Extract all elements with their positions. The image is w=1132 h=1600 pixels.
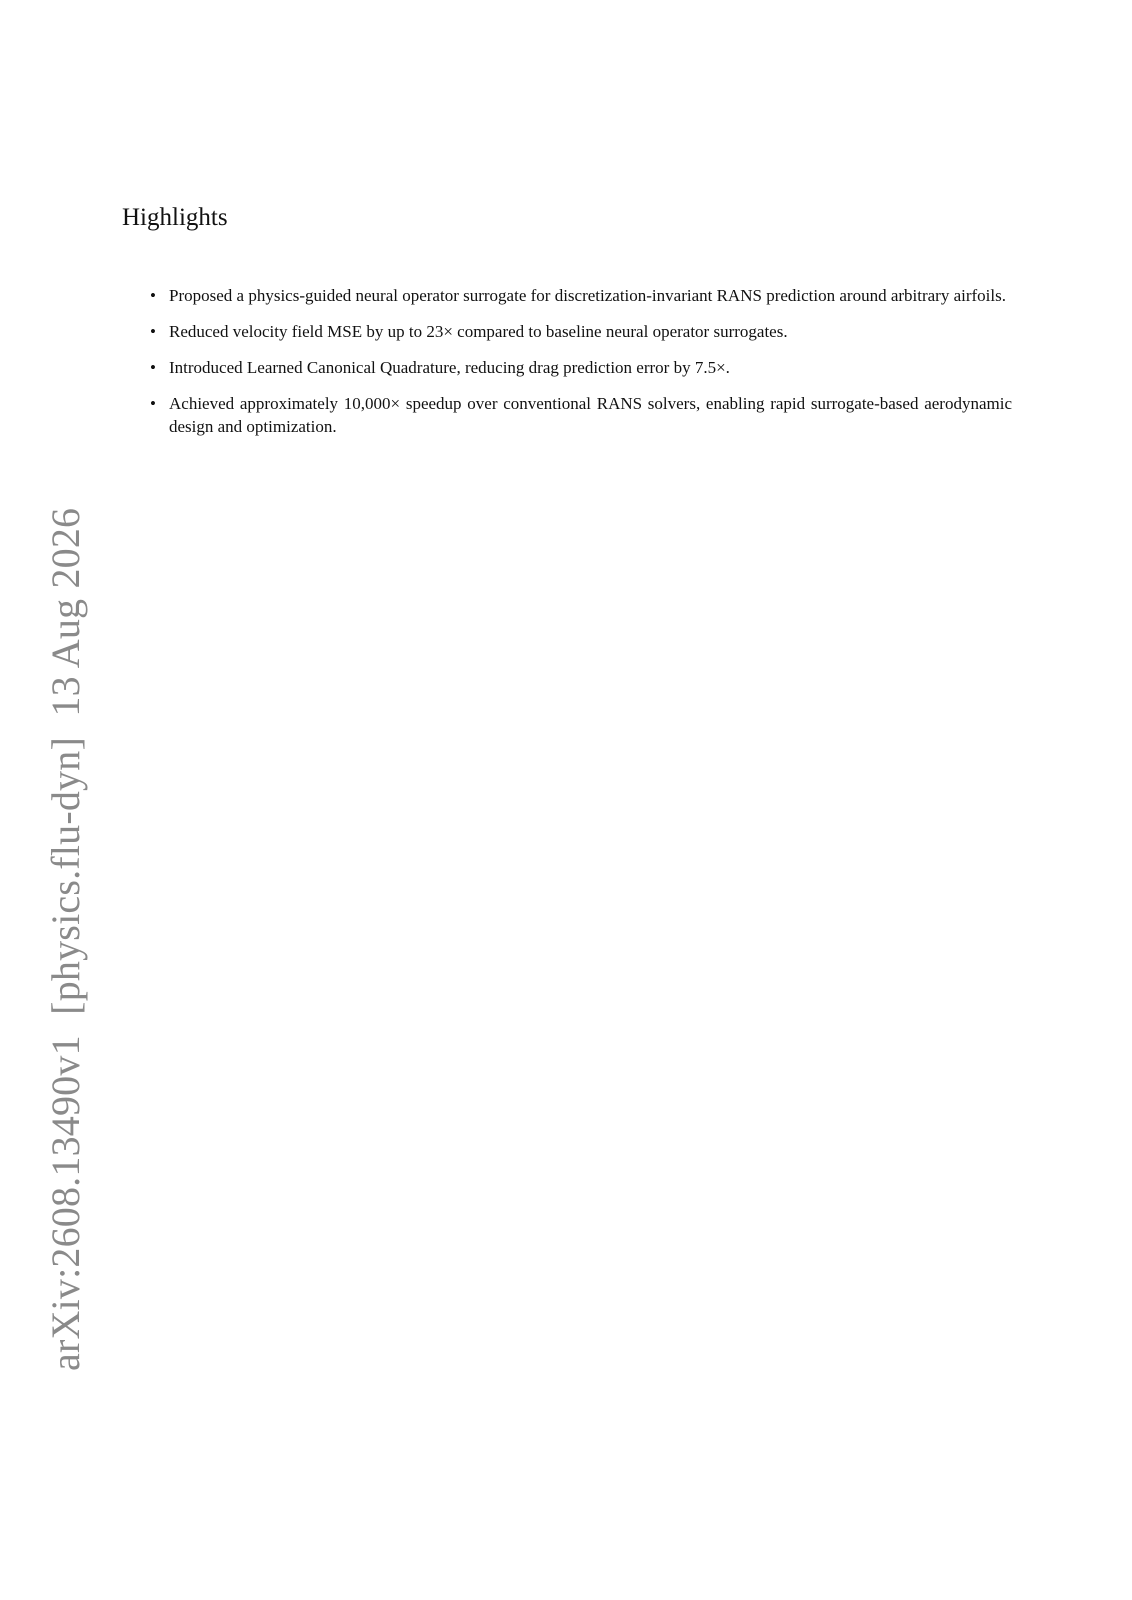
highlight-item: [150, 356, 1012, 379]
highlights-heading: Highlights: [122, 204, 228, 231]
highlight-text: Achieved approximately 10,000× speedup over conventional RANS solvers, enabling rapid surrogate-based aerodynamic design and optimization.: [169, 394, 1012, 436]
highlight-item: [150, 392, 1012, 438]
highlight-text: Proposed a physics-guided neural operator surrogate for discretization-invariant RANS prediction around arbitrary airfoils.: [169, 286, 1006, 305]
bullet-icon: •: [150, 358, 156, 377]
highlight-text: Reduced velocity field MSE by up to 23× compared to baseline neural operator surrogates.: [169, 322, 788, 341]
arxiv-identifier-stamp: arXiv:2608.13490v1 [physics.flu-dyn] 13 Aug 2026: [43, 507, 88, 1371]
bullet-icon: •: [150, 286, 156, 305]
highlight-text: Introduced Learned Canonical Quadrature, reducing drag prediction error by 7.5×.: [169, 358, 730, 377]
bullet-icon: •: [150, 322, 156, 341]
highlight-item: [150, 284, 1012, 307]
highlights-list: [150, 284, 1012, 451]
bullet-icon: •: [150, 394, 156, 413]
highlight-item: [150, 320, 1012, 343]
